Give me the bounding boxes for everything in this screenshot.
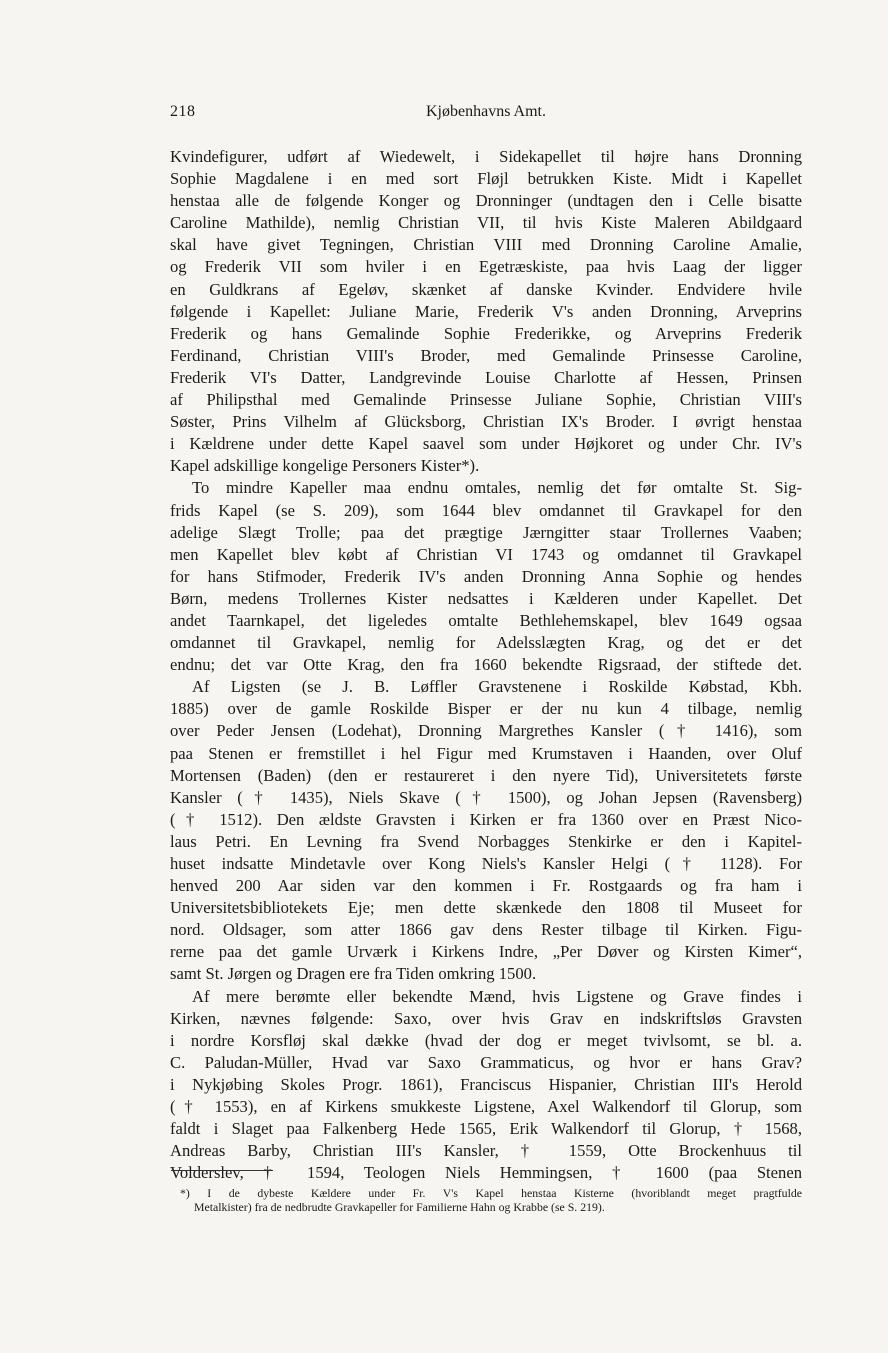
text-line: følgende i Kapellet: Juliane Marie, Frederik V's anden Dronning, Arveprins (170, 301, 802, 321)
text-line: i Nykjøbing Skoles Progr. 1861), Franciscus Hispanier, Christian III's Herold (170, 1074, 802, 1094)
footnote-line: *) I de dybeste Kældere under Fr. V's Kapel henstaa Kisterne (hvoriblandt meget pragtfulde (180, 1187, 802, 1200)
page-header (170, 103, 802, 127)
text-line: men Kapellet blev købt af Christian VI 1743 og omdannet til Gravkapel (170, 544, 802, 564)
text-line: laus Petri. En Levning fra Svend Norbagges Stenkirke er den i Kapitel- (170, 831, 802, 851)
text-line: henved 200 Aar siden var den kommen i Fr. Rostgaards og fra ham i (170, 876, 802, 896)
text-line: Kapel adskillige kongelige Personers Kister*). (170, 456, 480, 476)
text-line: adelige Slægt Trolle; paa det prægtige Jærngitter staar Trollernes Vaaben; (170, 522, 802, 542)
text-line: Frederik og hans Gemalinde Sophie Frederikke, og Arveprins Frederik (170, 323, 802, 343)
text-line: omdannet til Gravkapel, nemlig for Adelsslægten Krag, og det er det (170, 633, 802, 653)
text-line: To mindre Kapeller maa endnu omtales, nemlig det før omtalte St. Sig- (192, 478, 802, 498)
text-line: nord. Oldsager, som atter 1866 gav dens Rester tilbage til Kirken. Figu- (170, 920, 802, 940)
text-line: huset indsatte Mindetavle over Kong Niels's Kansler Helgi († 1128). For (170, 854, 802, 873)
text-line: rerne paa det gamle Urværk i Kirkens Indre, „Per Døver og Kirsten Kimer“, (170, 942, 802, 962)
text-line: og Frederik VII som hviler i en Egetræskiste, paa hvis Laag der ligger (170, 257, 802, 277)
footnote-line: Metalkister) fra de nedbrudte Gravkapeller for Familierne Hahn og Krabbe (se S. 219). (194, 1200, 605, 1214)
text-line: af Philipsthal med Gemalinde Prinsesse Juliane Sophie, Christian VIII's (170, 390, 802, 410)
text-line: i Kældrene under dette Kapel saavel som under Højkoret og under Chr. IV's (170, 434, 802, 454)
page-number: 218 (170, 103, 196, 120)
text-line: i nordre Korsfløj skal dække (hvad der dog er meget tvivlsomt, se bl. a. (170, 1030, 802, 1050)
text-line: en Guldkrans af Egeløv, skænket af danske Kvinder. Endvidere hvile (170, 279, 802, 299)
text-line: endnu; det var Otte Krag, den fra 1660 bekendte Rigsraad, der stiftede det. (170, 655, 802, 675)
text-line: paa Stenen er fremstillet i hel Figur med Krumstaven i Haanden, over Oluf (170, 743, 802, 763)
text-line: Kvindefigurer, udført af Wiedewelt, i Sidekapellet til højre hans Dronning (170, 147, 802, 166)
text-line: 1885) over de gamle Roskilde Bisper er der nu kun 4 tilbage, nemlig (170, 699, 802, 719)
text-line: Mortensen (Baden) (den er restaureret i den nyere Tid), Universitetets første (170, 765, 802, 785)
text-line: andet Taarnkapel, det ligeledes omtalte Bethlehemskapel, blev 1649 ogsaa (170, 610, 802, 630)
text-line: († 1553), en af Kirkens smukkeste Ligstene, Axel Walkendorf til Glorup, som (170, 1097, 802, 1117)
text-line: Kansler († 1435), Niels Skave († 1500), og Johan Jepsen (Ravensberg) (170, 787, 802, 807)
text-line: († 1512). Den ældste Gravsten i Kirken er fra 1360 over en Præst Nico- (170, 809, 802, 829)
text-line: faldt i Slaget paa Falkenberg Hede 1565, Erik Walkendorf til Glorup, † 1568, (170, 1119, 802, 1139)
footnote-divider (171, 1170, 273, 1171)
text-line: Kirken, nævnes følgende: Saxo, over hvis Grav en indskriftsløs Gravsten (170, 1008, 802, 1028)
text-line: samt St. Jørgen og Dragen ere fra Tiden omkring 1500. (170, 964, 537, 984)
text-line: Universitetsbibliotekets Eje; men dette skænkede den 1808 til Museet for (170, 898, 802, 918)
text-line: C. Paludan-Müller, Hvad var Saxo Grammaticus, og hvor er hans Grav? (170, 1052, 802, 1072)
running-title: Kjøbenhavns Amt. (426, 103, 546, 120)
text-line: Ferdinand, Christian VIII's Broder, med Gemalinde Prinsesse Caroline, (170, 345, 802, 365)
text-line: henstaa alle de følgende Konger og Dronninger (undtagen den i Celle bisatte (170, 191, 802, 211)
text-line: Volderslev, † 1594, Teologen Niels Hemmingsen, † 1600 (paa Stenen (170, 1163, 802, 1183)
text-line: for hans Stifmoder, Frederik IV's anden Dronning Anna Sophie og hendes (170, 566, 802, 586)
text-line: over Peder Jensen (Lodehat), Dronning Margrethes Kansler († 1416), som (170, 721, 802, 741)
text-line: Af mere berømte eller bekendte Mænd, hvis Ligstene og Grave findes i (192, 986, 802, 1006)
text-line: Søster, Prins Vilhelm af Glücksborg, Christian IX's Broder. I øvrigt henstaa (170, 412, 802, 432)
text-line: Caroline Mathilde), nemlig Christian VII, til hvis Kiste Maleren Abildgaard (170, 213, 802, 233)
text-line: Børn, medens Trollernes Kister nedsattes i Kælderen under Kapellet. Det (170, 588, 802, 608)
text-line: frids Kapel (se S. 209), som 1644 blev omdannet til Gravkapel for den (170, 500, 802, 520)
body-text (170, 146, 802, 1184)
text-line: skal have givet Tegningen, Christian VIII med Dronning Caroline Amalie, (170, 235, 802, 255)
footnote (180, 1187, 802, 1214)
text-line: Af Ligsten (se J. B. Løffler Gravstenene i Roskilde Købstad, Kbh. (192, 677, 802, 697)
text-line: Andreas Barby, Christian III's Kansler, † 1559, Otte Brockenhuus til (170, 1141, 802, 1161)
text-line: Sophie Magdalene i en med sort Fløjl betrukken Kiste. Midt i Kapellet (170, 169, 802, 189)
text-line: Frederik VI's Datter, Landgrevinde Louise Charlotte af Hessen, Prinsen (170, 367, 802, 387)
